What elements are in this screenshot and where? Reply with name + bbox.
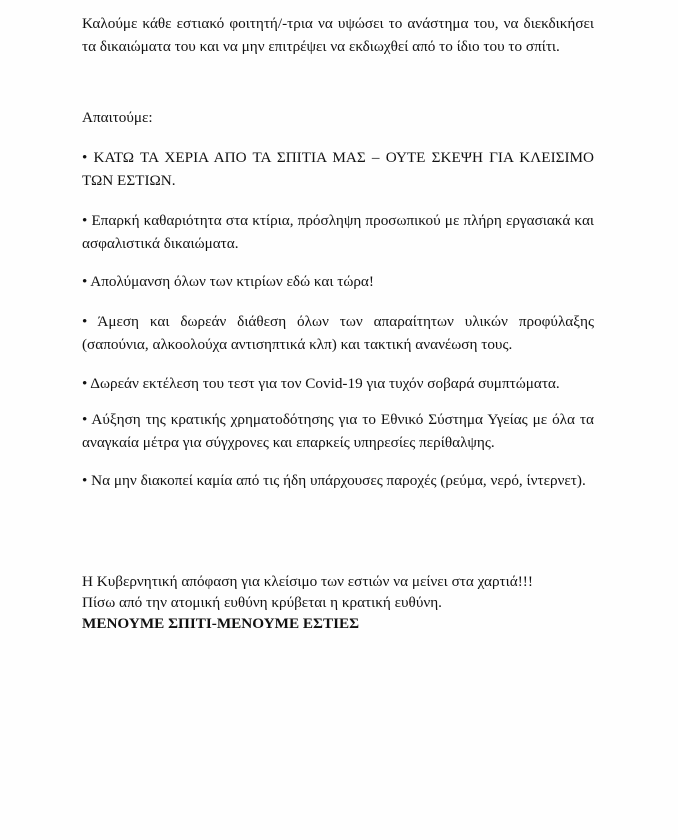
demand-item: • Αύξηση της κρατικής χρηματοδότησης για το Εθνικό Σύστημα Υγείας με όλα τα αναγκαία μέτρα για σύγχρονες και επαρκείς υπηρεσίες περίθαλψης. [82, 411, 594, 451]
closing-block [82, 571, 602, 634]
demand-item: • Δωρεάν εκτέλεση του τεστ για τον Covid-19 για τυχόν σοβαρά συμπτώματα. [82, 375, 560, 392]
demands-heading: Απαιτούμε: [82, 109, 153, 126]
closing-line: Πίσω από την ατομική ευθύνη κρύβεται η κρατική ευθύνη. [82, 594, 442, 611]
slogan: ΜΕΝΟΥΜΕ ΣΠΙΤΙ-ΜΕΝΟΥΜΕ ΕΣΤΙΕΣ [82, 615, 360, 632]
closing-line: Η Κυβερνητική απόφαση για κλείσιμο των εστιών να μείνει στα χαρτιά!!! [82, 573, 533, 590]
demand-item: • ΚΑΤΩ ΤΑ ΧΕΡΙΑ ΑΠΟ ΤΑ ΣΠΙΤΙΑ ΜΑΣ – ΟΥΤΕ ΣΚΕΨΗ ΓΙΑ ΚΛΕΙΣΙΜΟ ΤΩΝ ΕΣΤΙΩΝ. [82, 149, 594, 189]
demand-item: • Να μην διακοπεί καμία από τις ήδη υπάρχουσες παροχές (ρεύμα, νερό, ίντερνετ). [82, 472, 586, 489]
demand-item: • Επαρκή καθαριότητα στα κτίρια, πρόσληψη προσωπικού με πλήρη εργασιακά και ασφαλιστικά δικαιώματα. [82, 212, 594, 252]
demand-item: • Άμεση και δωρεάν διάθεση όλων των απαραίτητων υλικών προφύλαξης (σαπούνια, αλκοολούχα αντισηπτικά κλπ) και τακτική ανανέωση τους. [82, 313, 594, 353]
demand-item: • Απολύμανση όλων των κτιρίων εδώ και τώρα! [82, 273, 374, 290]
intro-paragraph: Καλούμε κάθε εστιακό φοιτητή/-τρια να υψώσει το ανάστημα του, να διεκδικήσει τα δικαιώματα του και να μην επιτρέψει να εκδιωχθεί από το ίδιο του το σπίτι. [82, 15, 594, 55]
